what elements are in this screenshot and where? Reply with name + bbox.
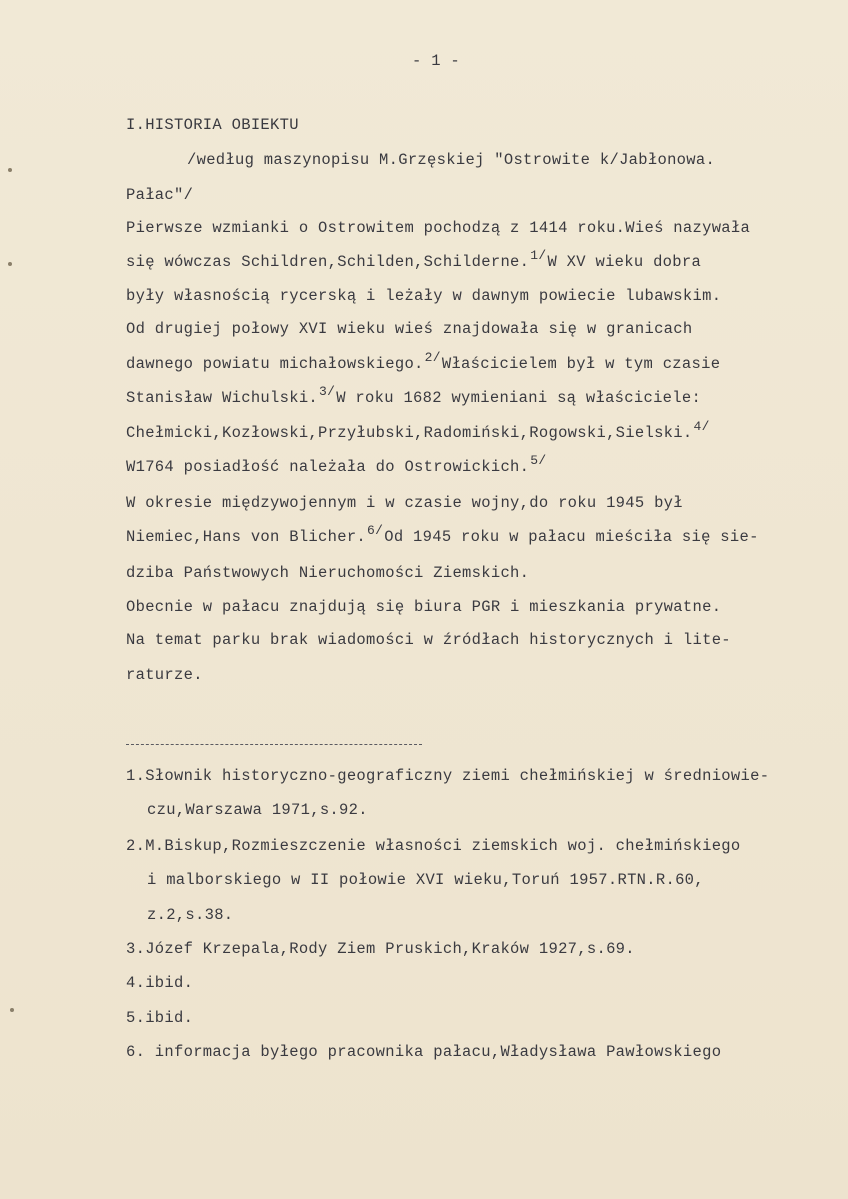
body-line: były własnością rycerską i leżały w dawnym powiecie lubawskim. <box>126 287 722 305</box>
footnote-ref: 4/ <box>693 419 710 434</box>
body-text: W1764 posiadłość należała do Ostrowickich. <box>126 458 530 476</box>
section-title: I.HISTORIA OBIEKTU <box>126 116 299 134</box>
body-line: raturze. <box>126 666 203 684</box>
body-line: Od drugiej połowy XVI wieku wieś znajdowała się w granicach <box>126 320 693 338</box>
punch-hole-mark <box>10 1008 14 1012</box>
footnote-line: z.2,s.38. <box>147 906 234 924</box>
body-text: W XV wieku dobra <box>547 253 702 271</box>
source-line: /według maszynopisu M.Grzęskiej "Ostrowite k/Jabłonowa. <box>187 151 716 169</box>
footnote-line: czu,Warszawa 1971,s.92. <box>147 801 368 819</box>
footnote-ref: 6/ <box>367 523 384 538</box>
body-line: W okresie międzywojennym i w czasie wojny,do roku 1945 był <box>126 494 683 512</box>
body-line: Na temat parku brak wiadomości w źródłach historycznych i lite- <box>126 631 731 649</box>
footnote-ref: 1/ <box>530 248 547 263</box>
body-text: Chełmicki,Kozłowski,Przyłubski,Radomiński,Rogowski,Sielski. <box>126 424 693 442</box>
body-line <box>126 453 547 476</box>
source-line: Pałac"/ <box>126 186 194 204</box>
body-text: Właścicielem był w tym czasie <box>441 355 721 373</box>
footnote-separator <box>126 744 422 745</box>
body-text: Od 1945 roku w pałacu mieściła się sie- <box>384 528 759 546</box>
body-text: Niemiec,Hans von Blicher. <box>126 528 367 546</box>
body-line: Pierwsze wzmianki o Ostrowitem pochodzą z 1414 roku.Wieś nazywała <box>126 219 751 237</box>
body-text: dawnego powiatu michałowskiego. <box>126 355 424 373</box>
footnote-line: i malborskiego w II połowie XVI wieku,Toruń 1957.RTN.R.60, <box>147 871 704 889</box>
footnote-ref: 2/ <box>424 350 441 365</box>
footnote-line: 3.Józef Krzepala,Rody Ziem Pruskich,Kraków 1927,s.69. <box>126 940 635 958</box>
punch-hole-mark <box>8 168 12 172</box>
punch-hole-mark <box>8 262 12 266</box>
footnote-line: 1.Słownik historyczno-geograficzny ziemi chełmińskiej w średniowie- <box>126 767 770 785</box>
body-text: się wówczas Schildren,Schilden,Schilderne. <box>126 253 530 271</box>
footnote-ref: 3/ <box>319 384 336 399</box>
body-line <box>126 419 711 442</box>
body-line <box>126 248 702 271</box>
body-line <box>126 350 721 373</box>
body-text: Stanisław Wichulski. <box>126 389 319 407</box>
body-line: dziba Państwowych Nieruchomości Ziemskich. <box>126 564 530 582</box>
footnote-line: 4.ibid. <box>126 974 194 992</box>
body-line <box>126 523 759 546</box>
footnote-line: 6. informacja byłego pracownika pałacu,Władysława Pawłowskiego <box>126 1043 722 1061</box>
footnote-line: 2.M.Biskup,Rozmieszczenie własności ziemskich woj. chełmińskiego <box>126 837 741 855</box>
footnote-ref: 5/ <box>530 453 547 468</box>
body-line <box>126 384 702 407</box>
page-number: - 1 - <box>412 52 461 70</box>
body-text: W roku 1682 wymieniani są właściciele: <box>336 389 702 407</box>
body-line: Obecnie w pałacu znajdują się biura PGR i mieszkania prywatne. <box>126 598 722 616</box>
footnote-line: 5.ibid. <box>126 1009 194 1027</box>
